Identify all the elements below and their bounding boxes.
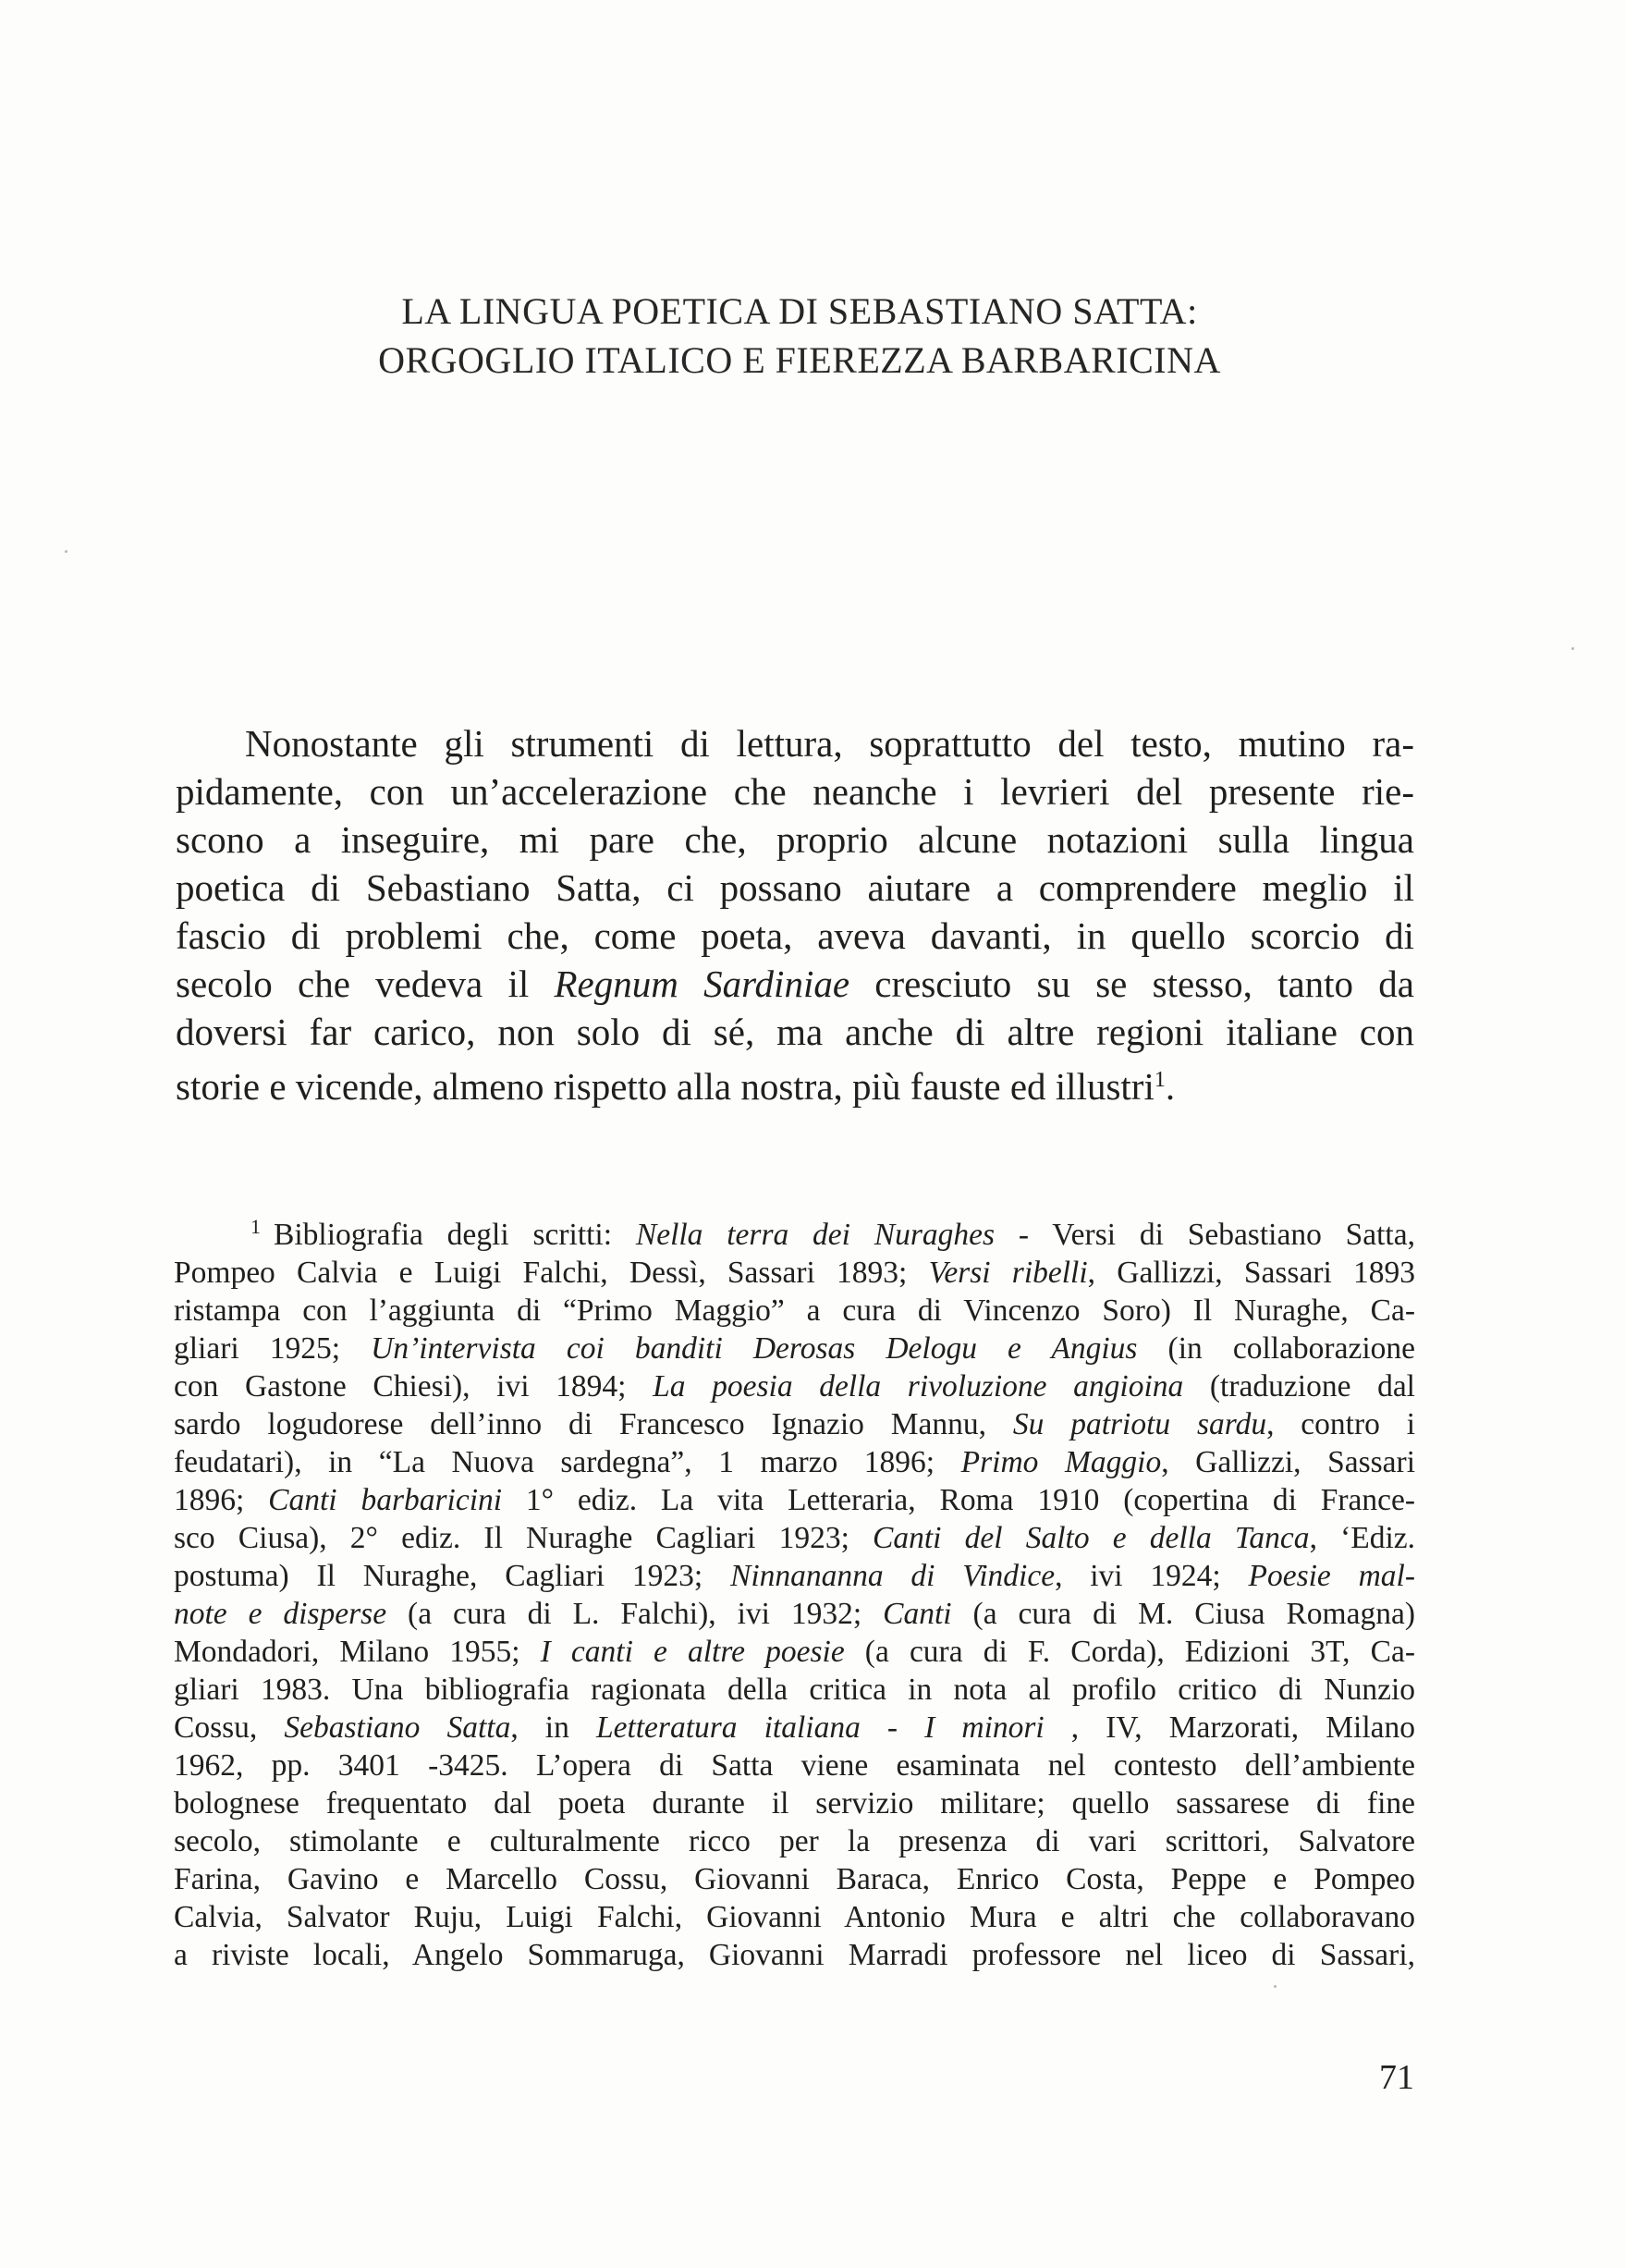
italic-title: Nella terra dei Nuraghes xyxy=(635,1218,996,1252)
footnote-line xyxy=(174,1367,1415,1405)
footnote-line: secolo, stimolante e culturalmente ricco per la presenza di vari scrittori, Salvatore xyxy=(174,1824,1415,1858)
text-run: cresciuto su se stesso, tanto da xyxy=(849,962,1414,1005)
italic-title: I canti e altre poesie xyxy=(540,1635,845,1669)
text-run: (a cura di L. Falchi), ivi 1932; xyxy=(386,1597,884,1631)
footnote-reference[interactable]: 1 xyxy=(1154,1068,1166,1092)
italic-title: Ninnananna di Vindice xyxy=(729,1559,1056,1593)
footnote-line xyxy=(174,1595,1415,1633)
text-run: Pompeo Calvia e Luigi Falchi, Dessì, Sassari 1893; xyxy=(174,1256,929,1290)
footnote-line xyxy=(174,1208,1415,1254)
body-line: scono a inseguire, mi pare che, proprio alcune notazioni sulla lingua xyxy=(176,818,1414,861)
footnote-mark: 1 xyxy=(250,1215,261,1238)
text-run: (traduzione dal xyxy=(1183,1369,1415,1404)
body-line: Nonostante gli strumenti di lettura, soprattutto del testo, mutino ra- xyxy=(245,722,1414,765)
scan-speck xyxy=(1274,1985,1277,1988)
footnote-line: 1962, pp. 3401 -3425. L’opera di Satta viene esaminata nel contesto dell’ambiente xyxy=(174,1748,1415,1783)
text-run: Cossu, xyxy=(174,1710,285,1745)
text-run: Mondadori, Milano 1955; xyxy=(174,1635,541,1669)
italic-title: Un’intervista coi banditi Derosas Delogu e Angius xyxy=(371,1331,1138,1366)
text-run: (in collaborazione xyxy=(1137,1331,1416,1366)
title-line-2: ORGOGLIO ITALICO E FIEREZZA BARBARICINA xyxy=(378,339,1221,381)
italic-title: Canti xyxy=(883,1597,952,1631)
text-run: (a cura di M. Ciusa Romagna) xyxy=(951,1597,1415,1631)
italic-title: Canti del Salto e della Tanca xyxy=(873,1521,1310,1555)
footnote-line: a riviste locali, Angelo Sommaruga, Giovanni Marradi professore nel liceo di Sassari, xyxy=(174,1938,1415,1972)
footnote-line xyxy=(174,1519,1415,1557)
text-run: - Versi di Sebastiano Satta, xyxy=(995,1218,1415,1252)
text-run: postuma) Il Nuraghe, Cagliari 1923; xyxy=(174,1559,730,1593)
text-run: , Gallizzi, Sassari 1893 xyxy=(1087,1256,1416,1290)
text-run: Bibliografia degli scritti: xyxy=(274,1218,636,1252)
body-line xyxy=(176,1056,1414,1110)
text-run: sco Ciusa), 2° ediz. Il Nuraghe Cagliari 1923; xyxy=(174,1521,874,1555)
text-run: 1° ediz. La vita Letteraria, Roma 1910 (copertina di France- xyxy=(502,1483,1416,1517)
footnote-line xyxy=(174,1633,1415,1671)
italic-title: Regnum Sardiniae xyxy=(554,962,850,1005)
text-run: gliari 1925; xyxy=(174,1331,372,1366)
text-run: 1896; xyxy=(174,1483,269,1517)
body-line: pidamente, con un’accelerazione che neanche i levrieri del presente rie- xyxy=(176,770,1414,813)
italic-title: Poesie mal- xyxy=(1248,1559,1415,1593)
scan-speck xyxy=(65,550,67,553)
italic-title: Versi ribelli xyxy=(928,1256,1088,1290)
footnote-line xyxy=(174,1481,1415,1519)
footnote-line: gliari 1983. Una bibliografia ragionata della critica in nota al profilo critico di Nunzio xyxy=(174,1673,1415,1707)
footnote-line: Farina, Gavino e Marcello Cossu, Giovanni Baraca, Enrico Costa, Peppe e Pompeo xyxy=(174,1862,1415,1896)
text-run: sardo logudorese dell’inno di Francesco Ignazio Mannu, xyxy=(174,1407,1013,1441)
text-run: secolo che vedeva il xyxy=(176,962,555,1005)
text-run: , IV, Marzorati, Milano xyxy=(1044,1710,1416,1745)
text-run: storie e vicende, almeno rispetto alla nostra, più fauste ed illustri xyxy=(176,1065,1155,1108)
footnote-line xyxy=(174,1254,1415,1292)
text-run: . xyxy=(1165,1065,1176,1108)
body-line xyxy=(176,960,1414,1008)
footnote-line: Calvia, Salvator Ruju, Luigi Falchi, Giovanni Antonio Mura e altri che collaboravano xyxy=(174,1900,1415,1934)
text-run: , ‘Ediz. xyxy=(1309,1521,1416,1555)
footnote xyxy=(174,1208,1415,1974)
body-paragraph xyxy=(176,719,1414,1110)
footnote-line: ristampa con l’aggiunta di “Primo Maggio” a cura di Vincenzo Soro) Il Nuraghe, Ca- xyxy=(174,1293,1415,1328)
italic-title: note e disperse xyxy=(174,1597,387,1631)
italic-title: Su patriotu sardu xyxy=(1012,1407,1267,1441)
text-run: con Gastone Chiesi), ivi 1894; xyxy=(174,1369,654,1404)
text-run: , ivi 1924; xyxy=(1055,1559,1249,1593)
footnote-line: bolognese frequentato dal poeta durante il servizio militare; quello sassarese di fine xyxy=(174,1786,1415,1821)
italic-title: Sebastiano Satta xyxy=(284,1710,511,1745)
footnote-line xyxy=(174,1443,1415,1481)
body-line: doversi far carico, non solo di sé, ma anche di altre regioni italiane con xyxy=(176,1011,1414,1053)
text-run: , in xyxy=(510,1710,596,1745)
italic-title: Primo Maggio xyxy=(960,1445,1162,1479)
footnote-line xyxy=(174,1330,1415,1367)
scan-speck xyxy=(1571,647,1574,650)
text-run: , contro i xyxy=(1266,1407,1415,1441)
footnote-line xyxy=(174,1709,1415,1747)
text-run: , Gallizzi, Sassari xyxy=(1161,1445,1416,1479)
footnote-line xyxy=(174,1405,1415,1443)
italic-title: La poesia della rivoluzione angioina xyxy=(653,1369,1184,1404)
title-line-1: LA LINGUA POETICA DI SEBASTIANO SATTA: xyxy=(401,290,1198,332)
body-line: fascio di problemi che, come poeta, aveva davanti, in quello scorcio di xyxy=(176,914,1414,957)
text-run: (a cura di F. Corda), Edizioni 3T, Ca- xyxy=(844,1635,1415,1669)
page-number: 71 xyxy=(1379,2058,1414,2097)
body-line: poetica di Sebastiano Satta, ci possano aiutare a comprendere meglio il xyxy=(176,866,1414,909)
chapter-title xyxy=(231,287,1368,385)
italic-title: Canti barbaricini xyxy=(268,1483,503,1517)
footnote-line xyxy=(174,1557,1415,1595)
italic-title: Letteratura italiana - I minori xyxy=(595,1710,1045,1745)
text-run: feudatari), in “La Nuova sardegna”, 1 marzo 1896; xyxy=(174,1445,961,1479)
